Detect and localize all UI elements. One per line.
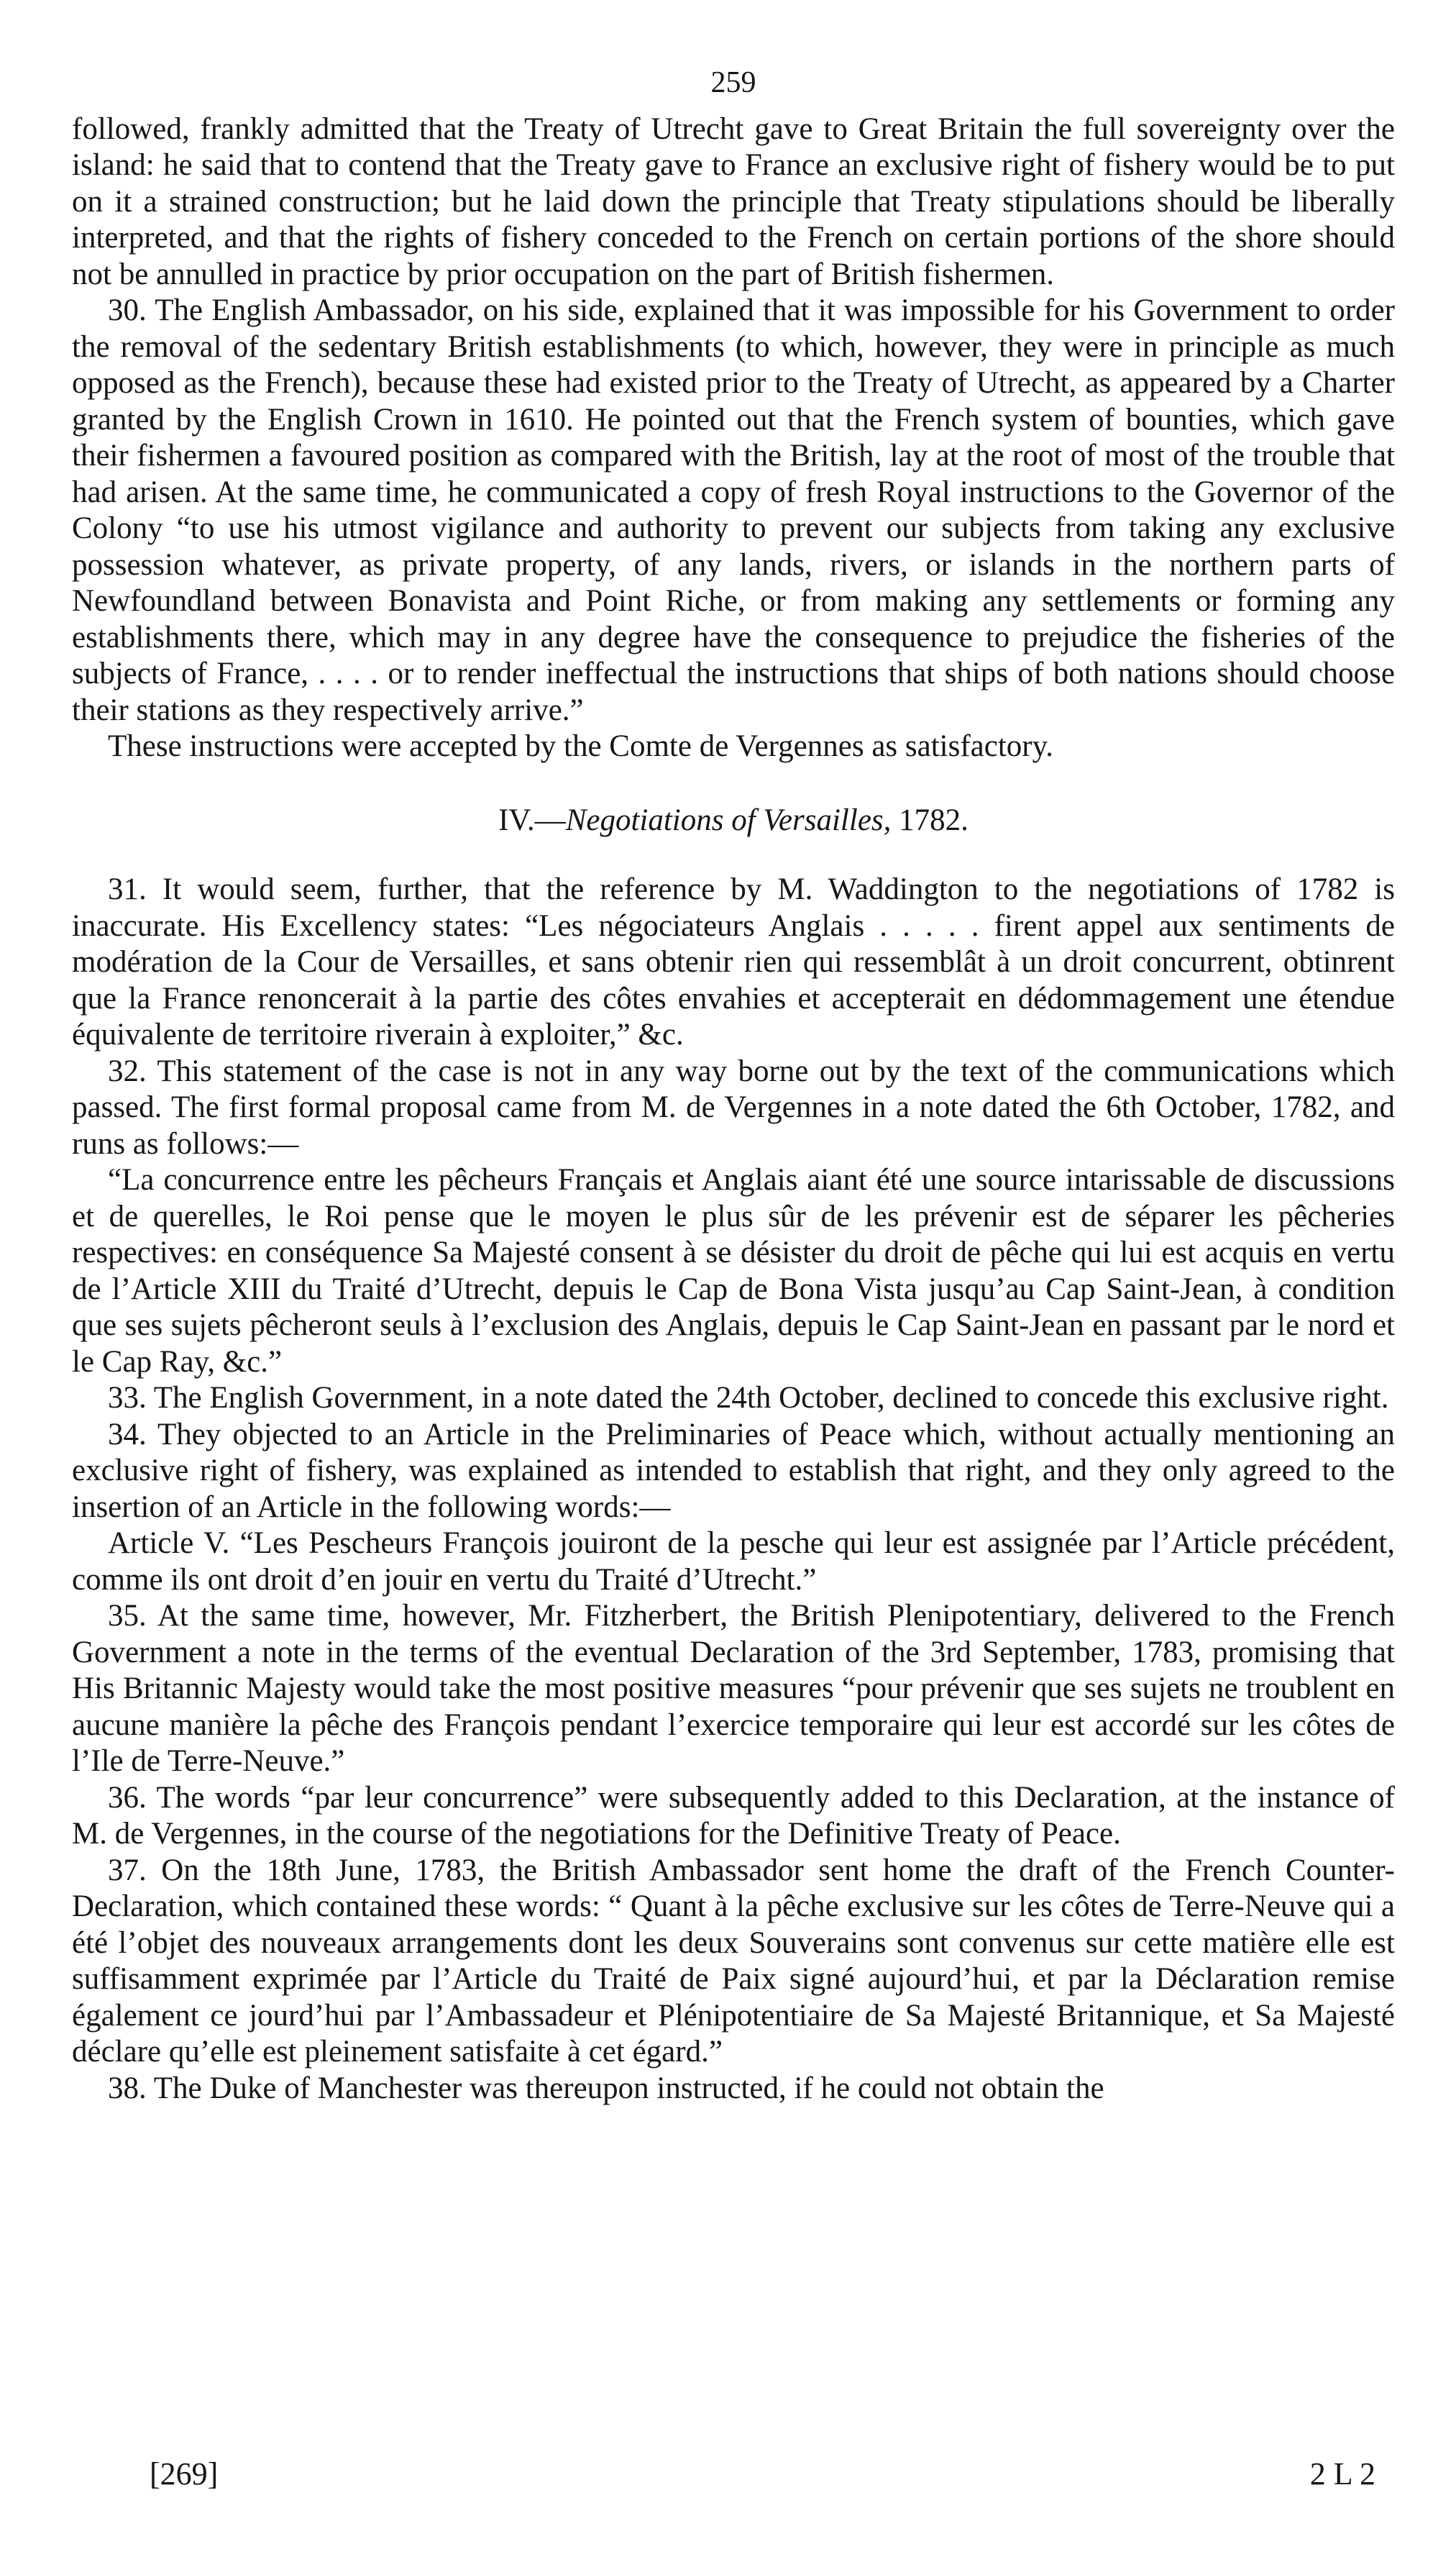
paragraph-34-article-quote: Article V. “Les Pescheurs François jouiront de la pesche qui leur est assignée par l’Article précédent, comme ils ont droit d’en jouir en vertu du Traité d’Utrecht.” — [72, 1526, 1395, 1597]
paragraph-32: 32. This statement of the case is not in any way borne out by the text of the communications which passed. The first formal proposal came from M. de Vergennes in a note dated the 6th October, 1782, and runs as follows:— — [72, 1054, 1395, 1161]
paragraph-30: 30. The English Ambassador, on his side, explained that it was impossible for his Government to order the removal of the sedentary British establishments (to which, however, they were in principle as much opposed as the French), because these had existed prior to the Treaty of Utrecht, as appeared by a Charter granted by the English Crown in 1610. He pointed out that the French system of bounties, which gave their fishermen a favoured position as compared with the British, lay at the root of most of the trouble that had arisen. At the same time, he communicated a copy of fresh Royal instructions to the Governor of the Colony “to use his utmost vigilance and authority to prevent our subjects from taking any exclusive possession whatever, as private property, of any lands, rivers, or islands in the northern parts of Newfoundland between Bonavista and Point Riche, or from making any settlements or forming any establishments there, which may in any degree have the consequence to prejudice the fisheries of the subjects of France, . . . . or to render ineffectual the instructions that ships of both nations should choose their stations as they respectively arrive.” — [72, 293, 1395, 727]
paragraph-33: 33. The English Government, in a note dated the 24th October, declined to concede this exclusive right. — [108, 1381, 1389, 1415]
paragraph-32-quote: “La concurrence entre les pêcheurs Français et Anglais aiant été une source intarissable de discussions et de querelles, le Roi pense que le moyen le plus sûr de les prévenir est de séparer les pêcheries respectives: en conséquence Sa Majesté consent à se désister du droit de pêche qui lui est acquis en vertu de l’Article XIII du Traité d’Utrecht, depuis le Cap de Bona Vista jusqu’au Cap Saint-Jean, à condition que ses sujets pêcheront seuls à l’exclusion des Anglais, depuis le Cap Saint-Jean en passant par le nord et le Cap Ray, &c.” — [72, 1163, 1395, 1379]
paragraph-36: 36. The words “par leur concurrence” were subsequently added to this Declaration, at the instance of M. de Vergennes, in the course of the negotiations for the Definitive Treaty of Peace. — [72, 1780, 1395, 1851]
paragraph-38: 38. The Duke of Manchester was thereupon instructed, if he could not obtain the — [108, 2071, 1104, 2105]
document-page — [72, 65, 1395, 2107]
paragraph-37: 37. On the 18th June, 1783, the British Ambassador sent home the draft of the French Counter-Declaration, which contained these words: “ Quant à la pêche exclusive sur les côtes de Terre-Neuve qui a été l’objet des nouveaux arrangements dont les deux Souverains sont convenus sur cette matière elle est suffisamment exprimée par l’Article du Traité de Paix signé aujourd’hui, et par la Déclaration remise également ce jourd’hui par l’Ambassadeur et Plénipotentiaire de Sa Majesté Britannique, et Sa Majesté déclare qu’elle est pleinement satisfaite à cet égard.” — [72, 1853, 1395, 2069]
section-title: Negotiations of Versailles, — [565, 803, 892, 837]
footer-page-ref: [269] — [150, 2456, 219, 2491]
paragraph-continued: followed, frankly admitted that the Treaty of Utrecht gave to Great Britain the full sovereignty over the island: he said that to contend that the Treaty gave to France an exclusive right of fishery would be to put on it a strained construction; but he laid down the principle that Treaty stipulations should be liberally interpreted, and that the rights of fishery conceded to the French on certain portions of the shore should not be annulled in practice by prior occupation on the part of British fishermen. — [72, 111, 1395, 291]
paragraph-30-instructions: These instructions were accepted by the Comte de Vergennes as satisfactory. — [108, 729, 1054, 763]
section-heading — [72, 803, 1395, 839]
paragraph-34: 34. They objected to an Article in the Preliminaries of Peace which, without actually mentioning an exclusive right of fishery, was explained as intended to establish that right, and they only agreed to the insertion of an Article in the following words:— — [72, 1417, 1395, 1524]
page-number: 259 — [710, 66, 756, 99]
section-year: 1782. — [899, 803, 969, 837]
paragraph-31: 31. It would seem, further, that the reference by M. Waddington to the negotiations of 1782 is inaccurate. His Excellency states: “Les négociateurs Anglais . . . . . firent appel aux sentiments de modération de la Cour de Versailles, et sans obtenir rien qui ressemblât à un droit concurrent, obtinrent que la France renoncerait à la partie des côtes envahies et accepterait en dédommagement une étendue équivalente de territoire riverain à exploiter,” &c. — [72, 872, 1395, 1052]
page-footer — [150, 2455, 1384, 2492]
section-numeral: IV.— — [498, 803, 566, 837]
footer-signature-mark: 2 L 2 — [1309, 2456, 1375, 2491]
paragraph-35: 35. At the same time, however, Mr. Fitzherbert, the British Plenipotentiary, delivered to the French Government a note in the terms of the eventual Declaration of the 3rd September, 1783, promising that His Britannic Majesty would take the most positive measures “pour prévenir que ses sujets ne troublent en aucune manière la pêche des François pendant l’exercice temporaire qui leur est accordé sur les côtes de l’Ile de Terre-Neuve.” — [72, 1599, 1395, 1778]
